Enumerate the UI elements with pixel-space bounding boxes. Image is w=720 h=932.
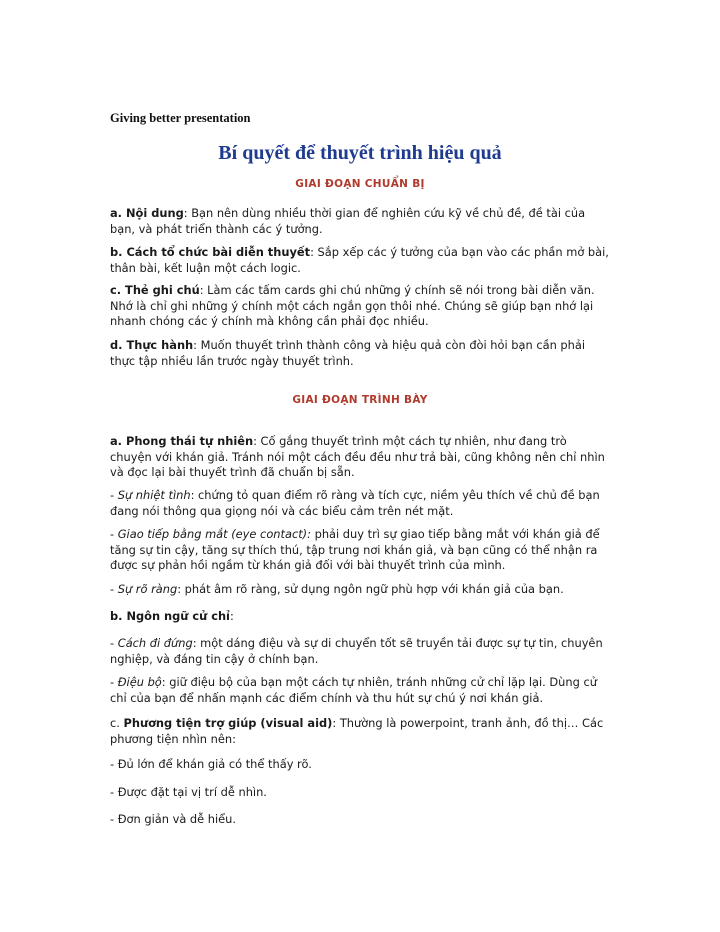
label-gestures: Điệu bộ — [117, 675, 162, 689]
label-eye-contact: Giao tiếp bằng mắt (eye contact): — [117, 527, 311, 541]
paragraph-gestures — [110, 675, 610, 706]
text-eye-contact: phải duy trì sự giao tiếp bằng mắt với khán giả để tăng sự tin cậy, tăng sự thích thú, tập trung nơi khán giả, và bạn cũng có thể nhận ra được sự phản hồi ngầm từ khán giả đối với bài thuyết trình của mình. — [110, 527, 600, 572]
section-heading-presentation: GIAI ĐOẠN TRÌNH BÀY — [292, 394, 428, 406]
text-content: : Bạn nên dùng nhiều thời gian để nghiên cứu kỹ về chủ đề, đề tài của bạn, và phát triển thành các ý tưởng. — [110, 206, 586, 236]
label-content: a. Nội dung — [110, 206, 184, 220]
list-item-simple: - Đơn giản và dễ hiểu. — [110, 812, 237, 826]
bullet-dash: - — [110, 675, 118, 689]
paragraph-posture — [110, 636, 610, 667]
paragraph-eye-contact — [110, 527, 610, 574]
bullet-dash: - — [110, 488, 118, 502]
list-item-large-enough: - Đủ lớn để khán giả có thể thấy rõ. — [110, 757, 312, 771]
paragraph-body-language — [110, 609, 610, 625]
text-enthusiasm: : chứng tỏ quan điểm rõ ràng và tích cực, niềm yêu thích về chủ đề bạn đang nói thông qua giọng nói và các biểu cảm trên nét mặt. — [110, 488, 600, 518]
label-note-cards: c. Thẻ ghi chú — [110, 283, 200, 297]
item-prefix: c. — [110, 716, 124, 730]
paragraph-natural-manner — [110, 434, 610, 481]
document-heading: Giving better presentation — [110, 111, 251, 125]
text-posture: : một dáng điệu và sự di chuyển tốt sẽ truyền tải được sự tự tin, chuyên nghiệp, và đáng tin cậy ở chính bạn. — [110, 636, 603, 666]
label-posture: Cách đi đứng — [117, 636, 193, 650]
page-title: Bí quyết để thuyết trình hiệu quả — [218, 142, 502, 164]
text-body-language: : — [229, 609, 234, 623]
list-item-good-position: - Được đặt tại vị trí dễ nhìn. — [110, 785, 267, 799]
label-organization: b. Cách tổ chức bài diễn thuyết — [110, 245, 311, 259]
text-organization: : Sắp xếp các ý tưởng của bạn vào các phần mở bài, thân bài, kết luận một cách logic. — [110, 245, 609, 275]
paragraph-clarity — [110, 582, 610, 598]
text-gestures: : giữ điệu bộ của bạn một cách tự nhiên, tránh những cử chỉ lặp lại. Dùng cử chỉ của bạn để nhấn mạnh các điểm chính và thu hút sự chú ý nơi khán giả. — [110, 675, 597, 705]
bullet-dash: - — [110, 527, 118, 541]
label-visual-aid: Phương tiện trợ giúp (visual aid) — [123, 716, 333, 730]
paragraph-enthusiasm — [110, 488, 610, 519]
label-clarity: Sự rõ ràng — [117, 582, 178, 596]
text-practice: : Muốn thuyết trình thành công và hiệu quả còn đòi hỏi bạn cần phải thực tập nhiều lần trước ngày thuyết trình. — [110, 338, 586, 368]
label-enthusiasm: Sự nhiệt tình — [117, 488, 191, 502]
text-visual-aid: : Thường là powerpoint, tranh ảnh, đồ thị… Các phương tiện nhìn nên: — [110, 716, 604, 746]
paragraph-content — [110, 206, 610, 237]
text-note-cards: : Làm các tấm cards ghi chú những ý chính sẽ nói trong bài diễn văn. Nhớ là chỉ ghi những ý chính một cách ngắn gọn thôi nhé. Chúng sẽ giúp bạn nhớ lại nhanh chóng các ý chính mà không cần phải đọc nhiều. — [110, 283, 595, 328]
bullet-dash: - — [110, 582, 118, 596]
label-practice: d. Thực hành — [110, 338, 194, 352]
paragraph-note-cards — [110, 283, 610, 330]
text-clarity: : phát âm rõ ràng, sử dụng ngôn ngữ phù hợp với khán giả của bạn. — [177, 582, 564, 596]
paragraph-practice — [110, 338, 610, 369]
text-natural-manner: : Cố gắng thuyết trình một cách tự nhiên, như đang trò chuyện với khán giả. Tránh nói một cách đều đều như trả bài, cũng không nên chỉ nhìn và đọc lại bài thuyết trình đã chuẩn bị sẵn. — [110, 434, 605, 479]
paragraph-visual-aid — [110, 716, 610, 747]
label-natural-manner: a. Phong thái tự nhiên — [110, 434, 254, 448]
section-heading-preparation: GIAI ĐOẠN CHUẨN BỊ — [295, 178, 425, 190]
paragraph-organization — [110, 245, 610, 276]
label-body-language: b. Ngôn ngữ cử chỉ — [110, 609, 230, 623]
bullet-dash: - — [110, 636, 118, 650]
